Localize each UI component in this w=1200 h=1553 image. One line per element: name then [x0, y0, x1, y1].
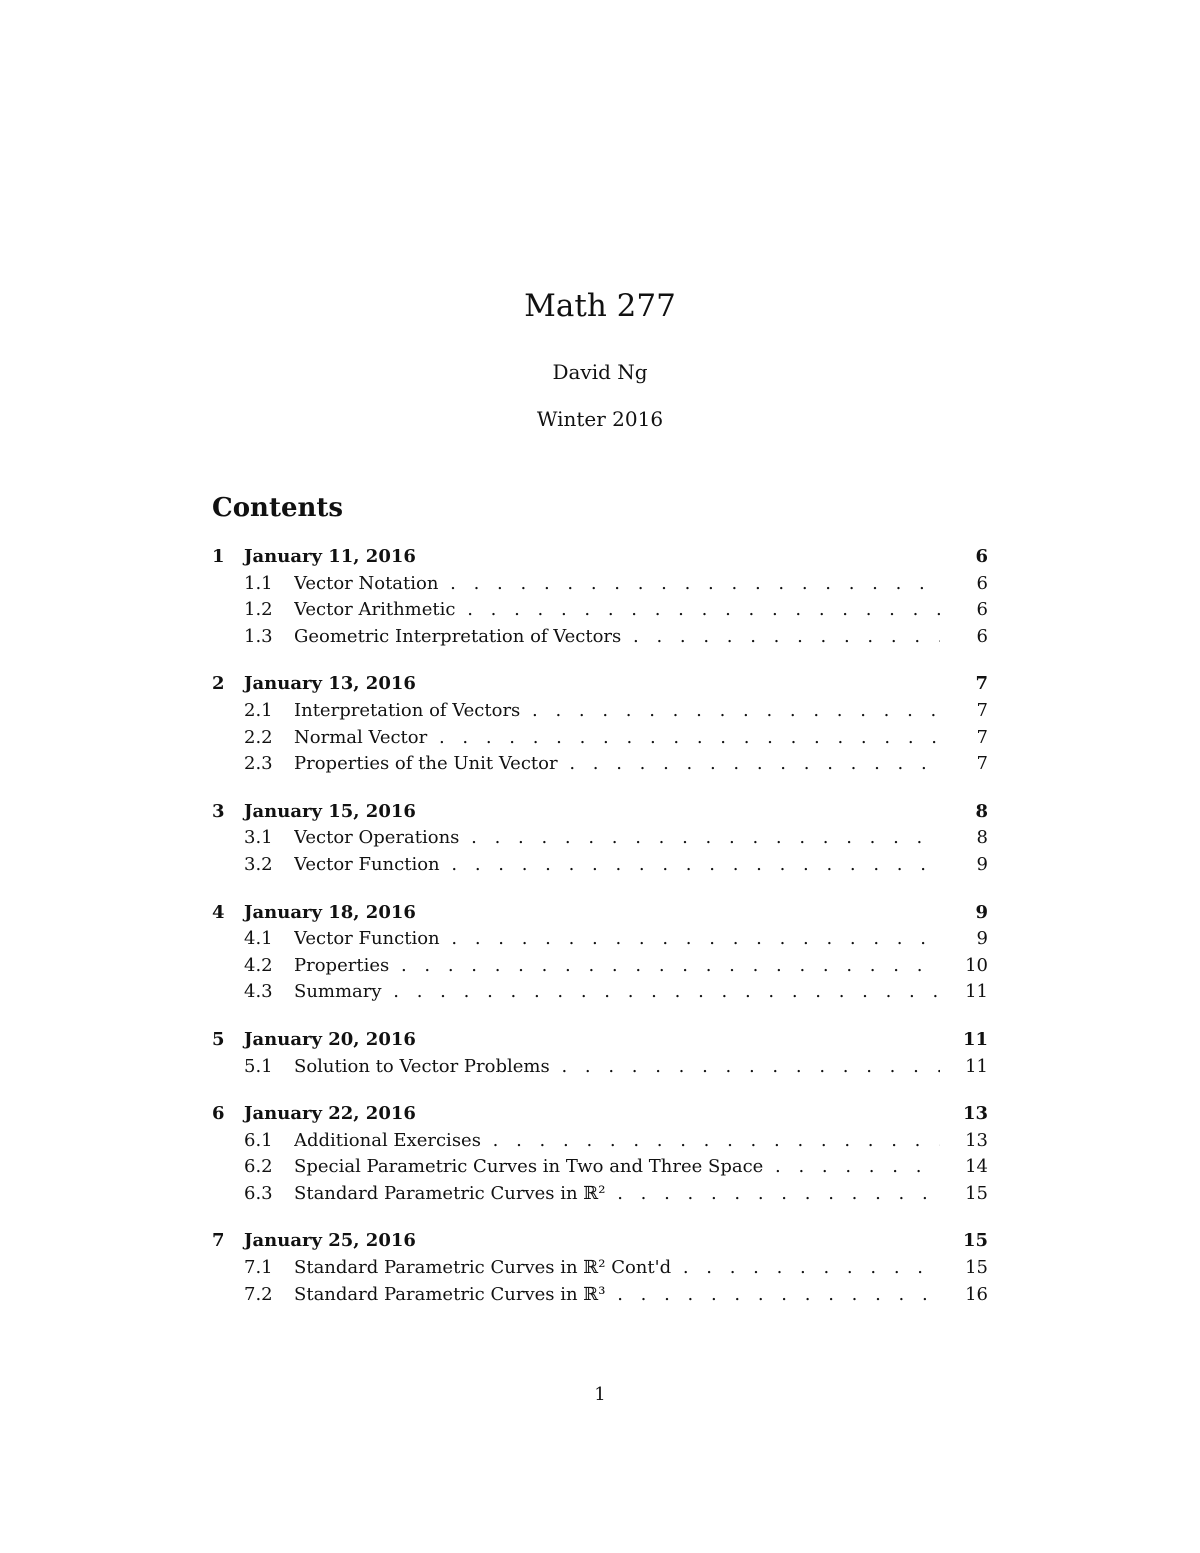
toc-section-page: 15 [965, 1182, 988, 1204]
toc-section-number: 1.1 [244, 572, 273, 594]
toc-section-number: 4.3 [244, 981, 273, 1003]
toc-section-entry[interactable] [212, 1181, 988, 1208]
toc-chapter-entry[interactable] [212, 1027, 988, 1054]
toc-section-entry[interactable] [212, 1128, 988, 1155]
document-title: Math 277 [524, 288, 676, 324]
toc-chapter [212, 900, 988, 1006]
toc-chapter [212, 544, 988, 650]
toc-section-number: 4.1 [244, 928, 273, 950]
toc-chapter-title: January 20, 2016 [244, 1028, 416, 1050]
toc-section-number: 1.3 [244, 625, 273, 647]
toc-chapter-number: 4 [212, 901, 225, 923]
toc-chapter-page: 8 [975, 800, 988, 822]
toc-chapter [212, 1101, 988, 1207]
toc-section-entry[interactable] [212, 852, 988, 879]
toc-chapter-entry[interactable] [212, 544, 988, 571]
toc-section-title: Standard Parametric Curves in ℝ² Cont'd . . . [294, 1255, 940, 1282]
toc-section-page: 14 [965, 1156, 988, 1178]
toc-chapter-entry[interactable] [212, 1228, 988, 1255]
toc-section-title: Additional Exercises . . . [294, 1128, 940, 1155]
toc-section-title: Normal Vector . . . [294, 725, 940, 752]
toc-section-title: Interpretation of Vectors . . . [294, 698, 940, 725]
toc-section-number: 2.1 [244, 699, 273, 721]
toc-section-page: 8 [976, 827, 988, 849]
toc-section-entry[interactable] [212, 979, 988, 1006]
toc-section-title: Vector Function . . . [294, 852, 940, 879]
toc-chapter-title: January 25, 2016 [244, 1230, 416, 1252]
toc-section-page: 7 [976, 753, 988, 775]
toc-chapter-number: 5 [212, 1028, 225, 1050]
toc-section-title: Properties of the Unit Vector . . . [294, 751, 940, 778]
toc-section-number: 5.1 [244, 1055, 273, 1077]
toc-section-number: 2.3 [244, 753, 273, 775]
toc-section-entry[interactable] [212, 597, 988, 624]
toc-chapter-entry[interactable] [212, 799, 988, 826]
toc-section-number: 7.1 [244, 1257, 273, 1279]
toc-section-page: 11 [965, 981, 988, 1003]
toc-section-title: Standard Parametric Curves in ℝ² . . . [294, 1181, 940, 1208]
toc-chapter-entry[interactable] [212, 671, 988, 698]
toc-section-number: 6.2 [244, 1156, 273, 1178]
toc-section-page: 16 [965, 1283, 988, 1305]
toc-section-entry[interactable] [212, 751, 988, 778]
toc-section-entry[interactable] [212, 926, 988, 953]
toc-chapter [212, 1027, 988, 1080]
document-date: Winter 2016 [536, 407, 664, 431]
toc-section-number: 4.2 [244, 954, 273, 976]
toc-section-entry[interactable] [212, 1282, 988, 1309]
toc-section-page: 11 [965, 1055, 988, 1077]
toc-chapter-entry[interactable] [212, 900, 988, 927]
toc-chapter-page: 11 [962, 1028, 988, 1050]
toc-chapter-number: 2 [212, 673, 225, 695]
toc-section-title: Geometric Interpretation of Vectors . . . [294, 624, 940, 651]
toc-section-title: Properties . . . [294, 953, 940, 980]
toc-section-page: 7 [976, 726, 988, 748]
toc-section-page: 9 [976, 853, 988, 875]
toc-chapter-title: January 22, 2016 [244, 1103, 416, 1125]
contents-heading: Contents [212, 493, 344, 523]
toc-section-page: 9 [976, 928, 988, 950]
toc-section-title: Solution to Vector Problems . . . [294, 1054, 940, 1081]
table-of-contents [212, 544, 988, 1329]
toc-section-title: Vector Notation . . . [294, 571, 940, 598]
toc-chapter-entry[interactable] [212, 1101, 988, 1128]
toc-section-entry[interactable] [212, 1054, 988, 1081]
toc-section-entry[interactable] [212, 698, 988, 725]
toc-section-page: 10 [965, 954, 988, 976]
toc-section-page: 15 [965, 1257, 988, 1279]
toc-chapter [212, 799, 988, 879]
toc-section-number: 7.2 [244, 1283, 273, 1305]
toc-section-title: Special Parametric Curves in Two and Three Space . . . [294, 1154, 940, 1181]
toc-section-title: Summary . . . [294, 979, 940, 1006]
toc-chapter [212, 671, 988, 777]
toc-section-page: 7 [976, 699, 988, 721]
toc-section-entry[interactable] [212, 571, 988, 598]
toc-chapter-number: 7 [212, 1230, 225, 1252]
toc-section-entry[interactable] [212, 825, 988, 852]
toc-section-entry[interactable] [212, 1154, 988, 1181]
page-number: 1 [594, 1384, 606, 1405]
toc-section-title: Vector Arithmetic . . . [294, 597, 940, 624]
toc-chapter-page: 6 [975, 546, 988, 567]
toc-section-title: Standard Parametric Curves in ℝ³ . . . [294, 1282, 940, 1309]
toc-section-entry[interactable] [212, 624, 988, 651]
toc-section-page: 6 [976, 572, 988, 594]
toc-chapter-number: 3 [212, 800, 225, 822]
toc-section-number: 3.2 [244, 853, 273, 875]
toc-chapter-page: 15 [962, 1230, 988, 1252]
toc-chapter-number: 6 [212, 1103, 225, 1125]
toc-chapter-page: 9 [975, 901, 988, 923]
toc-section-entry[interactable] [212, 1255, 988, 1282]
toc-chapter [212, 1228, 988, 1308]
toc-section-number: 2.2 [244, 726, 273, 748]
toc-chapter-title: January 18, 2016 [244, 901, 416, 923]
toc-section-number: 6.1 [244, 1129, 273, 1151]
toc-section-title: Vector Operations . . . [294, 825, 940, 852]
toc-chapter-title: January 11, 2016 [244, 546, 416, 567]
toc-section-number: 3.1 [244, 827, 273, 849]
toc-section-entry[interactable] [212, 953, 988, 980]
toc-chapter-title: January 13, 2016 [244, 673, 416, 695]
toc-section-page: 6 [976, 625, 988, 647]
toc-section-number: 6.3 [244, 1182, 273, 1204]
toc-section-title: Vector Function . . . [294, 926, 940, 953]
toc-section-number: 1.2 [244, 599, 273, 621]
toc-chapter-title: January 15, 2016 [244, 800, 416, 822]
toc-section-page: 13 [965, 1129, 988, 1151]
toc-chapter-page: 13 [962, 1103, 988, 1125]
toc-chapter-page: 7 [975, 673, 988, 695]
toc-chapter-number: 1 [212, 546, 225, 567]
toc-section-entry[interactable] [212, 725, 988, 752]
toc-section-page: 6 [976, 599, 988, 621]
document-author: David Ng [552, 360, 648, 384]
